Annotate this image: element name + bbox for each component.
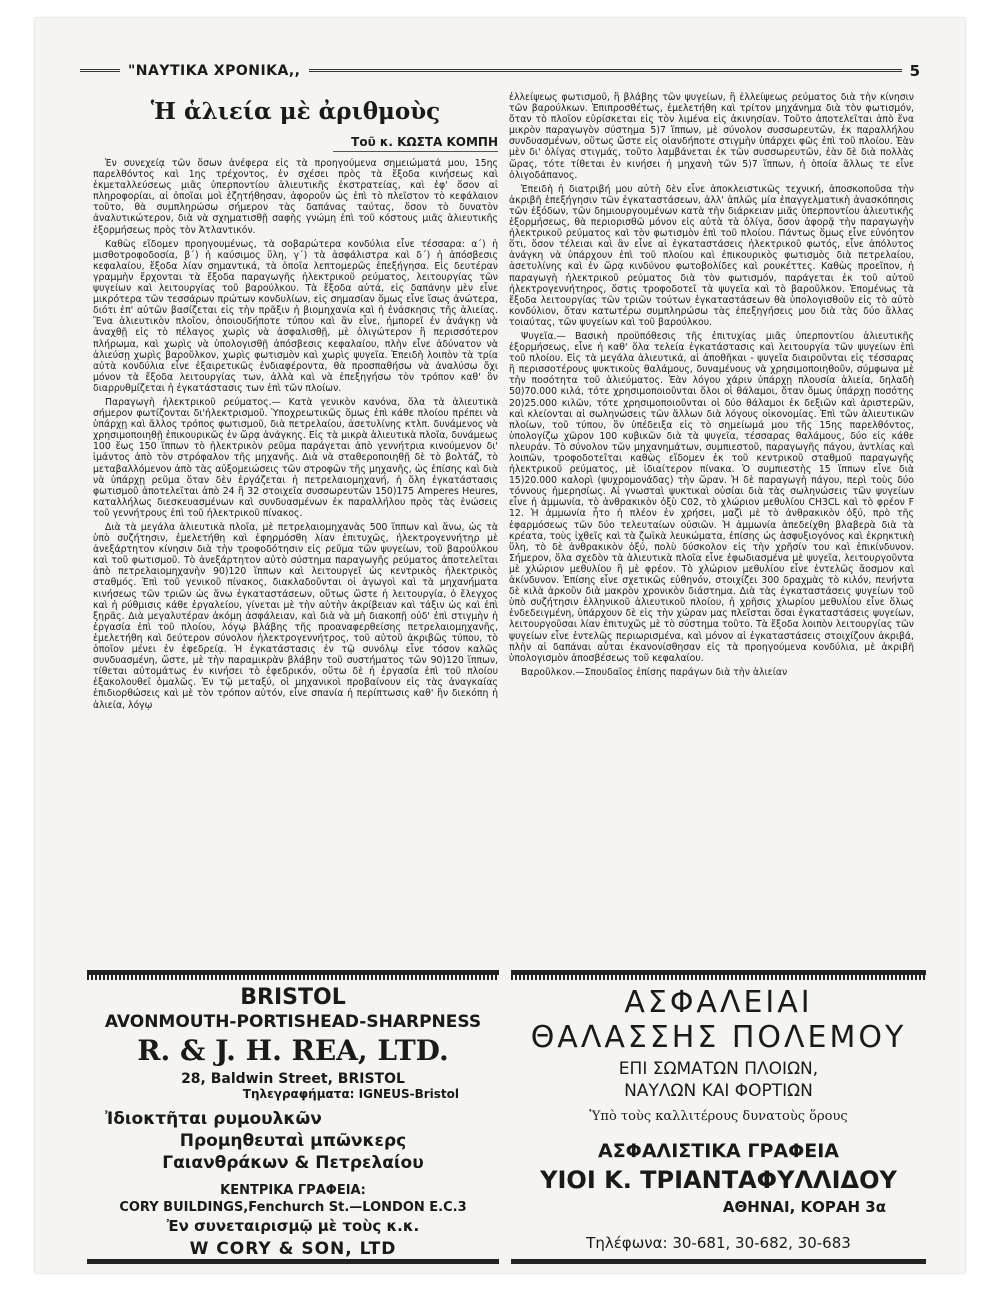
ad-coverage-1: ΕΠΙ ΣΩΜΑΤΩΝ ΠΛΟΙΩΝ,: [618, 1059, 819, 1079]
advertisement-rea: [87, 970, 499, 1264]
article-paragraph: Καθὼς εἴδομεν προηγουμένως, τὰ σοβαρώτερα κονδύλια εἶνε τέσσαρα: α΄) ἡ μισθοτροφοδοσία, β΄) ἡ καύσιμος ὕλη, γ΄) τὰ ἀσφάλιστρα καὶ δ΄) ἡ ἀπόσβεσις κεφαλαίου, ἔξοδα λίαν σημαντικά, τὰ ὁποῖα λεπτομερῶς ἐπεξήγησα. Εἰς δευτέραν γραμμὴν ἔρχονται τὰ ἔξοδα παραγωγῆς ἠλεκτρικοῦ ρεύματος, λειτουργίας τῶν ψυγείων καὶ λειτουργίας τοῦ βαρούλκου. Τὰ ἔξοδα αὐτά, εἰς δαπάνην μὲν εἶνε μικρότερα τῶν τεσσάρων πρώτων κονδυλίων, εἰς σημασίαν ὅμως εἶνε ἴσως ἀνώτερα, διότι ἐπ' αὐτῶν βασίζεται εἰς τὴν πρᾶξιν ἡ βιομηχανία καὶ ἡ ἐνάσκησις τῆς ἁλιείας. Ἕνα ἁλιευτικὸν πλοῖον, ὁποιουδήποτε τύπου καὶ ἂν εἶνε, ἠμπορεῖ ἐν ἀνάγκῃ νὰ ἀναχθῇ εἰς τὸ πέλαγος χωρὶς νὰ ἀσφαλισθῇ, μὲ ὀλιγώτερον ἢ περισσότερον πλήρωμα, καὶ χωρὶς νὰ ὑπολογισθῇ ἀπόσβεσις κεφαλαίου, πλὴν εἶνε ἀδύνατον νὰ ἁλιεύσῃ χωρὶς βαροῦλκον, χωρὶς φωτισμὸν καὶ χωρὶς ψυγεῖα. Ἐπειδὴ λοιπὸν τὰ τρία αὐτὰ κονδύλια εἶνε ἐξαιρετικῶς ἐνδιαφέροντα, θὰ προσπαθήσω νὰ ἀναλύσω ὄχι μόνον τὰ ἔξοδα λειτουργίας των, ἀλλὰ καὶ νὰ ἐπεξηγήσω τὸν τρόπον καθ' ὃν διαρρυθμίζεται ἡ ἐγκατάστασις των ἐπὶ τῶν πλοίων.: [93, 238, 498, 394]
ad-heading-2: ΘΑΛΑΣΣΗΣ ΠΟΛΕΜΟΥ: [530, 1020, 907, 1055]
ad-telegraph: Τηλεγραφήματα: IGNEUS-Bristol: [242, 1087, 459, 1101]
ad-address: 28, Baldwin Street, BRISTOL: [181, 1071, 405, 1087]
ad-body: [87, 985, 499, 1259]
page-number: 5: [909, 62, 920, 80]
ad-city: BRISTOL: [240, 985, 346, 1010]
ad-hq-label: ΚΕΝΤΡΙΚΑ ΓΡΑΦΕΙΑ:: [220, 1183, 366, 1198]
article-paragraph: Παραγωγὴ ἠλεκτρικοῦ ρεύματος.— Κατὰ γενικὸν κανόνα, ὅλα τὰ ἁλιευτικὰ σήμερον φωτίζονται δι'ἠλεκτρισμοῦ. Ὑποχρεωτικῶς ὅμως ἐπὶ κάθε πλοίου πρέπει νὰ ὑπάρχῃ καὶ ἄλλος τρόπος φωτισμοῦ, διὰ πετρελαίου, ἀσετυλίνης κτλπ. δυνάμενος νὰ χρησιμοποιηθῇ ἐπικουρικῶς ἐν ὥρᾳ ἀνάγκης. Εἰς τὰ μικρὰ ἁλιευτικὰ πλοῖα, δυνάμεως 100 ἕως 150 ἵππων τὸ ἠλεκτρικὸν ρεῦμα παράγεται ἀπὸ γεννήτρια κινούμενον δι' ἱμάντος ἀπὸ τὸν στρόφαλον τῆς μηχανῆς. Διὰ νὰ σταθεροποιηθῇ δὲ τὸ βολτάζ, τὸ μεταβαλλόμενον ἀπὸ τὰς αὐξομειώσεις τῶν στροφῶν τῆς μηχανῆς, ὡς ἐπίσης καὶ διὰ νὰ ὑπάρχῃ ρεῦμα ὅταν δὲν ἐργάζεται ἡ πετρελαιομηχανή, ἡ ὅλη ἐγκατάστασις φωτισμοῦ ἀποτελεῖται ἀπὸ 24 ἢ 32 στοιχεῖα συσσωρευτῶν 150)175 Amperes Heures, καταλλήλως διεσκευασμένων καὶ συνδυασμένων ἐκ παραλλήλου πρὸς τὰς ἑνώσεις τοῦ γεννήτρους ἐπὶ τοῦ ἠλεκτρικοῦ πίνακος.: [93, 396, 498, 519]
header-rule-left: [80, 69, 120, 74]
article-paragraph: Ψυγεῖα.— Βασικὴ προϋπόθεσις τῆς ἐπιτυχίας μιᾶς ὑπερποντίου ἁλιευτικῆς ἐξορμήσεως, εἶνε ἡ καθ' ὅλα τελεία ἐγκατάστασις καὶ λειτουργία τῶν ψυγείων ἐπὶ τοῦ πλοίου. Εἰς τὰ μεγάλα ἁλιευτικά, αἱ ἀποθῆκαι - ψυγεῖα διαιροῦνται εἰς τέσσαρας ἢ περισσοτέρους ψυκτικοὺς θαλάμους, δυναμένους νὰ χρησιμοποιηθοῦν, σύμφωνα μὲ τὴν ποσότητα τοῦ ἁλιεύματος. Ἐὰν λόγου χάριν ὑπάρχῃ πλουσία ἁλιεία, δηλαδὴ 50)70.000 κιλά, τότε χρησιμοποιοῦνται ὅλοι οἱ θάλαμοι, ὅταν ὅμως ὑπάρχῃ ποσότης 20)25.000 κιλῶν, τότε χρησιμοποιοῦνται οἱ δύο θάλαμοι ἐκ δεξιῶν καὶ ἀριστερῶν, καὶ κλείονται αἱ σωληνώσεις τῶν ἄλλων διὰ λόγους οἰκονομίας. Ἐπὶ τῶν ἁλιευτικῶν πλοίων, τοῦ τύπου, ὃν ὑπέδειξα εἰς τὸ σημείωμά μου τῆς 15ης παρελθόντος, ὑπολογίζω χῶρον 100 κυβικῶν διὰ τὰ ψυγεῖα, τέσσαρας θαλάμους, δύο εἰς κάθε πλευράν. Τὸ σύνολον τῶν μηχανημάτων, συμπιεστοῦ, παραγωγῆς πάγου, ἀντλίας καὶ λοιπῶν, τροφοδοτεῖται καθὼς εἴδομεν ἐκ τοῦ κεντρικοῦ σταθμοῦ παραγωγῆς ἠλεκτρικοῦ ρεύματος, μὲ ἰδιαίτερον πίνακα. Ὁ συμπιεστὴς 15 ἵππων εἶνε διὰ 15)20.000 καλορὶ (ψυχρομονάδας) τὴν ὥραν. Ἡ δὲ παραγωγὴ πάγου, περὶ τοὺς δύο τόννους ἡμερησίως. Αἱ γνωσταὶ ψυκτικαὶ οὐσίαι διὰ τὰς σωληνώσεις τῶν ψυγείων εἶνε ἡ ἀμμωνία, τὸ ἀνθρακικὸν ὀξὺ C02, τὸ χλώριον μεθυλίου CH3CL καὶ τὸ φρέον F 12. Ἡ ἀμμωνία ἦτο ἡ πλέον ἐν χρήσει, μαζὶ μὲ τὸ ἀνθρακικὸν ὀξύ, πρὸ τῆς ἐφαρμόσεως τῶν δύο τελευταίων οὐσιῶν. Ἡ ἀμμωνία ἀπεδείχθη βλαβερὰ διὰ τὰ κρέατα, τοὺς ἰχθεῖς καὶ τὰ ζωϊκὰ λευκώματα, ἐπίσης ὡς ἀσφυξιογόνος καὶ ἐκρηκτικὴ ὕλη, τὸ δὲ ἀνθρακικὸν ὀξύ, πολὺ δύσκολον εἰς τὴν χρῆσίν του καὶ ἐπικίνδυνον. Σήμερον, ὅλα σχεδὸν τὰ ἁλιευτικὰ πλοῖα εἶνε ἐφωδιασμένα μὲ ψυγεῖα, λειτουργοῦντα μὲ χλώριον μεθυλίου ἢ μὲ φρέον. Τὸ χλώριον μεθυλίου εἶνε ἐντελῶς ἄοσμον καὶ ἀκίνδυνον. Ἐπίσης εἶνε σχετικῶς εὐθηνόν, στοιχίζει 300 δραχμὰς τὸ κιλόν, πενήντα δὲ κιλὰ ἀρκοῦν διὰ μακρὸν χρονικὸν διάστημα. Διὰ τὰς ἐγκαταστάσεις ψυγείων τοῦ ὑπὸ συζήτησιν ἑλληνικοῦ ἁλιευτικοῦ πλοίου, ἡ χρῆσις χλωρίου μεθυλίου εἶνε ὅλως ἐνδεδειγμένη, ὑπάρχουν δὲ εἰς τὴν χώραν μας πλεῖσται ὅσαι ἐγκαταστάσεις ψυγείων, λειτουργοῦσαι λίαν ἐπιτυχῶς μὲ τὸ σύστημα τοῦτο. Τὰ ἔξοδα λοιπὸν λειτουργίας τῶν ψυγείων εἶνε ἐντελῶς περιωρισμένα, καὶ μόνον αἱ ἐγκαταστάσεις στοιχίζουν ἀκριβά, πλὴν αἱ δαπάναι αὗται ἐκανονίσθησαν εἰς τὰ προηγούμενα κονδύλια, μὲ ἀκριβῆ ὑπολογισμὸν ἀποσβέσεως τοῦ κεφαλαίου.: [509, 330, 914, 664]
article-paragraph: Βαροῦλκον.—Σπουδαῖος ἐπίσης παράγων διὰ τὴν ἁλιείαν: [521, 666, 788, 678]
ad-company: ΥΙΟΙ Κ. ΤΡΙΑΝΤΑΦΥΛΛΙΔΟΥ: [540, 1166, 897, 1194]
ad-partner: W CORY & SON, LTD: [189, 1239, 397, 1259]
right-column: [509, 92, 914, 681]
ad-coverage-2: ΝΑΥΛΩΝ ΚΑΙ ΦΟΡΤΙΩΝ: [624, 1081, 813, 1101]
publication-name: "ΝΑΥΤΙΚΑ ΧΡΟΝΙΚΑ,,: [128, 63, 301, 79]
advertisement-insurance: [511, 970, 926, 1264]
ad-company: R. & J. H. REA, LTD.: [137, 1034, 449, 1067]
article-paragraph: Ἐν συνεχείᾳ τῶν ὅσων ἀνέφερα εἰς τὰ προηγούμενα σημειώματά μου, 15ης παρελθόντος καὶ 1ης τρέχοντος, ἐν σχέσει πρὸς τὰ ἔξοδα κινήσεως καὶ ἐκμεταλλεύσεως μιᾶς ὑπερποντίου ἁλιευτικῆς ἐκστρατείας, καὶ ἐφ' ὅσον αἱ πληροφορίαι, αἱ ὁποῖαι μοὶ ἐζητήθησαν, ἀφοροῦν ὡς ἐπὶ τὸ πλεῖστον τὸ κεφάλαιον τοῦτο, θὰ συμπληρώσω σήμερον τὰς δαπάνας ταύτας, ὅσον τὸ δυνατὸν ἀναλυτικώτερον, διὰ νὰ σχηματισθῇ σαφὴς γνώμη ἐπὶ τοῦ κόστους μιᾶς ἁλιευτικῆς ἐξορμήσεως πρὸς τὸν Ἀτλαντικόν.: [93, 158, 498, 236]
article-paragraph: ἐλλείψεως φωτισμοῦ, ἢ βλάβης τῶν ψυγείων, ἢ ἐλλείψεως ρεύματος διὰ τὴν κίνησιν τῶν βαρούλκων. Ἐπιπροσθέτως, ἐμελετήθη καὶ τρίτον μηχάνημα διὰ τὸν φωτισμόν, ὅταν τὸ πλοῖον εὑρίσκεται εἰς τὸν λιμένα εἰς ἀκινησίαν. Τοῦτο ἀποτελεῖται ἀπὸ ἕνα μικρὸν παραγωγὸν σύστημα 5)7 ἵππων, μὲ σύνολον συσσωρευτῶν, ἐκ παραλλήλου συνδυασμένων, οὕτως ὥστε εἰς οἱανδήποτε στιγμὴν ὑπάρχει φῶς ἐπὶ τοῦ πλοίου. Ἐὰν μὲν δι' ὀλίγας στιγμάς, τοῦτο λαμβάνεται ἐκ τῶν συσσωρευτῶν, ἐὰν δὲ διὰ πολλὰς ὥρας, τότε τίθεται ἐν κινήσει ἡ μηχανὴ τῶν 5)7 ἵππων, ἡ ὁποία ἄλλως τε εἶνε ὀλιγοδάπανος.: [509, 92, 914, 181]
ad-address: ΑΘΗΝΑΙ, ΚΟΡΑΗ 3α: [722, 1198, 886, 1216]
ad-office-label: ΑΣΦΑΛΙΣΤΙΚΑ ΓΡΑΦΕΙΑ: [597, 1140, 839, 1162]
article-title: Ἡ ἁλιεία μὲ ἀριθμοὺς: [150, 98, 441, 125]
left-column: [93, 92, 498, 714]
ad-service-3: Γαιανθράκων & Πετρελαίου: [162, 1153, 424, 1173]
article-paragraph: Ἐπειδὴ ἡ διατριβή μου αὐτὴ δὲν εἶνε ἀποκλειστικῶς τεχνική, ἀποσκοποῦσα τὴν ἀκριβῆ ἐπεξήγησιν τῶν ἐγκαταστάσεων, ἀλλ' ἁπλῶς μία ἐπαγγελματικὴ ἀνασκόπησις τῶν ἐξόδων, τῶν δημιουργουμένων κατὰ τὴν διάρκειαν μιᾶς ὑπερποντίου ἁλιευτικῆς ἐξορμήσεως, θὰ περιορισθῶ μόνον εἰς αὐτὰ τὰ ὀλίγα, ὅσον ἀφορᾷ τὴν παραγωγὴν ἠλεκτρικοῦ ρεύματος καὶ τὸν φωτισμὸν ἐπὶ τοῦ πλοίου. Πάντως ὅμως εἶνε εὐνόητον ὅτι, ὅσον τέλειαι καὶ ἂν εἶνε αἱ ἐγκαταστάσεις ἠλεκτρικοῦ φωτός, εἶνε ἀπόλυτος ἀνάγκη νὰ ὑπάρχουν ἐπὶ τοῦ πλοίου καὶ ἐπικουρικὸς φωτισμὸς διὰ πετρελαίου, ἀσετυλίνης καὶ ἐν ὥρᾳ κινδύνου φωτοβολίδες καὶ ρουκέττες. Καθὼς προεῖπον, ἡ παραγωγὴ ἠλεκτρικοῦ ρεύματος διὰ τὸν φωτισμόν, παράγεται ἐκ τοῦ αὐτοῦ ἠλεκτρογεννήτηρος, ὅστις τροφοδοτεῖ τὰ ψυγεῖα καὶ τὸ βαροῦλκον. Ἑπομένως τὰ ἔξοδα λειτουργίας τῶν τριῶν τούτων ἐγκαταστάσεων θὰ ὑπολογισθοῦν εἰς τὸ αὐτὸ κονδύλιον, ὅταν κατωτέρω συμπληρώσω τὰς ἐπεξηγήσεις μου διὰ τὰς δύο ἄλλας τοιαύτας, τῶν ψυγείων καὶ τοῦ βαρούλκου.: [509, 183, 914, 328]
page-header: [80, 58, 920, 84]
ad-service-2: Προμηθευταὶ μπῶνκερς: [179, 1131, 407, 1151]
ad-hq-address: CORY BUILDINGS,Fenchurch St.—LONDON E.C.3: [119, 1200, 467, 1215]
newspaper-page: [35, 18, 965, 1273]
article-paragraph: Διὰ τὰ μεγάλα ἁλιευτικὰ πλοῖα, μὲ πετρελαιομηχανὰς 500 ἵππων καὶ ἄνω, ὡς τὰ ὑπὸ συζήτησιν, ἐμελετήθη καὶ ἐφηρμόσθη λίαν ἐπιτυχῶς, ἠλεκτρογεννήτηρ μὲ ἀνεξάρτητον κίνησιν διὰ τὴν τροφοδότησιν εἰς ρεῦμα τῶν ψυγείων, τοῦ βαρούλκου καὶ τοῦ φωτισμοῦ. Τὸ ἀνεξάρτητον αὐτὸ σύστημα παραγωγῆς ρεύματος ἀποτελεῖται ἀπὸ πετρελαιομηχανὴν 90)120 ἵππων καὶ λειτουργεῖ ὡς κεντρικὸς ἠλεκτρικὸς σταθμός. Ἐπὶ τοῦ γενικοῦ πίνακος, διακλαδοῦνται οἱ ἀγωγοὶ καὶ τὰ μηχανήματα κινήσεως τῶν τριῶν ὡς ἄνω ἐγκαταστάσεων, οὕτως ὥστε ἡ λειτουργία, ὁ ἔλεγχος καὶ ἡ ρύθμισις κάθε ἐργαλείου, γίνεται μὲ τὴν αὐτὴν ἀκρίβειαν καὶ τάξιν ὡς καὶ ἐπὶ ξηρᾶς. Διὰ μεγαλυτέραν ἀκόμη ἀσφάλειαν, καὶ διὰ νὰ μὴ διακοπῇ οὐδ' ἐπὶ στιγμὴν ἡ ἐργασία ἐπὶ τοῦ πλοίου, λόγῳ βλάβης τῆς προαναφερθείσης πετρελαιομηχανῆς, ἐμελετήθη καὶ δεύτερον σύνολον ἠλεκτρογεννήτρος, τοῦ αὐτοῦ ἀκριβῶς τύπου, τὸ ὁποῖον μένει ἐν ἐφεδρείᾳ. Ἡ ἐγκατάστασις ἐν τῷ συνόλῳ εἶνε τόσον καλῶς συνδυασμένη, ὥστε, μὲ τὴν παραμικρὰν βλάβην τοῦ συστήματος τῶν 90)120 ἵππων, τίθεται αὐτομάτως ἐν κινήσει τὸ ἐφεδρικόν, οὕτω δὲ ἡ ἐργασία ἐπὶ τοῦ πλοίου ἐξακολουθεῖ ὁμαλῶς. Ἐν τῷ μεταξύ, οἱ μηχανικοὶ προβαίνουν εἰς τὰς ἀναγκαίας ἐπιδιορθώσεις καὶ μὲ τὸν τρόπον αὐτόν, εἶνε σπανία ἡ περίπτωσις καθ' ἣν διεκόπη ἡ ἁλιεία, λόγῳ: [93, 522, 498, 711]
ad-heading-1: ΑΣΦΑΛΕΙΑΙ: [624, 985, 813, 1020]
ad-body: [511, 985, 926, 1259]
ad-phones: Τηλέφωνα: 30-681, 30-682, 30-683: [586, 1234, 851, 1252]
ad-ports: AVONMOUTH-PORTISHEAD-SHARPNESS: [104, 1012, 482, 1032]
ad-partnership: Ἐν συνεταιρισμῷ μὲ τοὺς κ.κ.: [166, 1217, 420, 1235]
ad-terms: Ὑπὸ τοὺς καλλιτέρους δυνατοὺς ὅρους: [589, 1109, 848, 1124]
ad-service-1: Ἰδιοκτῆται ρυμουλκῶν: [105, 1109, 322, 1129]
article-byline: Τοῦ κ. ΚΩΣΤΑ ΚΟΜΠΗ: [333, 135, 498, 152]
header-rule-right: [309, 69, 902, 74]
